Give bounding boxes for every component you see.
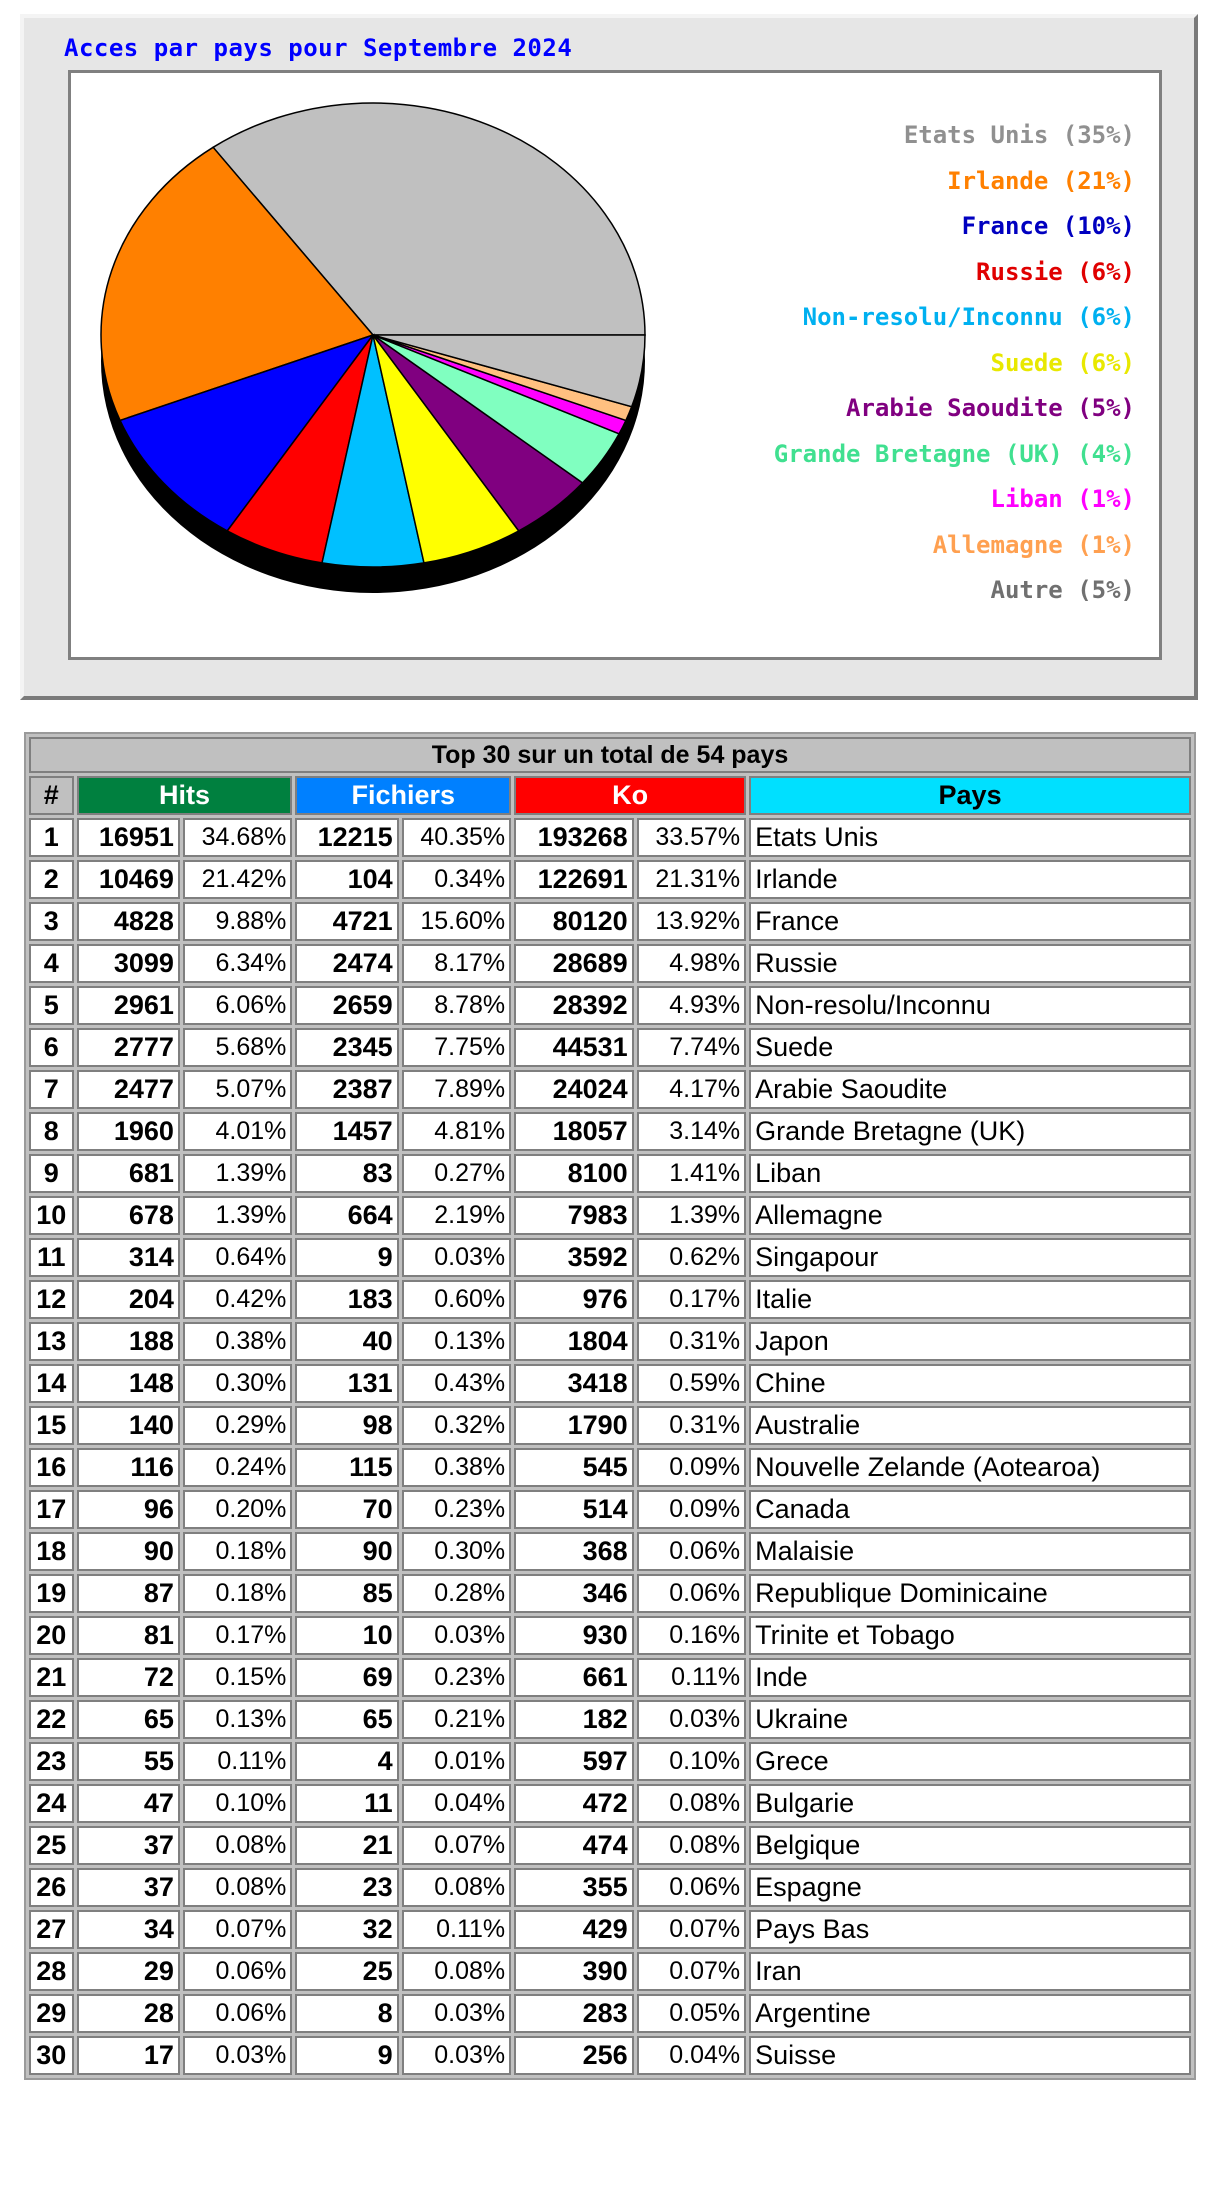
- cell-ko: 474: [514, 1826, 634, 1865]
- cell-hits-pct: 0.06%: [183, 1952, 292, 1991]
- cell-files: 85: [295, 1574, 398, 1613]
- cell-country: Italie: [749, 1280, 1191, 1319]
- cell-ko: 1790: [514, 1406, 634, 1445]
- cell-files: 104: [295, 860, 398, 899]
- cell-hits-pct: 0.03%: [183, 2036, 292, 2075]
- cell-ko-pct: 0.17%: [637, 1280, 746, 1319]
- cell-hits-pct: 0.30%: [183, 1364, 292, 1403]
- table-row: [29, 1406, 1191, 1445]
- cell-files: 65: [295, 1700, 398, 1739]
- cell-country: Espagne: [749, 1868, 1191, 1907]
- cell-files: 83: [295, 1154, 398, 1193]
- table-row: [29, 1742, 1191, 1781]
- table-row: [29, 1616, 1191, 1655]
- cell-country: Nouvelle Zelande (Aotearoa): [749, 1448, 1191, 1487]
- cell-files-pct: 8.78%: [402, 986, 511, 1025]
- table-row: [29, 1448, 1191, 1487]
- cell-country: Irlande: [749, 860, 1191, 899]
- cell-country: Trinite et Tobago: [749, 1616, 1191, 1655]
- cell-hits: 72: [77, 1658, 180, 1697]
- cell-ko: 545: [514, 1448, 634, 1487]
- cell-ko: 429: [514, 1910, 634, 1949]
- chart-area: [68, 70, 1162, 660]
- cell-files-pct: 0.28%: [402, 1574, 511, 1613]
- legend-item-5: Suede (6%): [990, 348, 1135, 377]
- cell-hits: 96: [77, 1490, 180, 1529]
- cell-hits: 16951: [77, 818, 180, 857]
- table-body: [29, 818, 1191, 2075]
- cell-files-pct: 0.60%: [402, 1280, 511, 1319]
- cell-rank: 10: [29, 1196, 74, 1235]
- cell-ko: 8100: [514, 1154, 634, 1193]
- header-files: Fichiers: [295, 776, 511, 815]
- cell-rank: 3: [29, 902, 74, 941]
- country-stats-table: [24, 732, 1196, 2080]
- cell-files: 25: [295, 1952, 398, 1991]
- cell-files-pct: 0.03%: [402, 1616, 511, 1655]
- cell-rank: 21: [29, 1658, 74, 1697]
- cell-files: 21: [295, 1826, 398, 1865]
- cell-ko-pct: 0.10%: [637, 1742, 746, 1781]
- cell-ko-pct: 13.92%: [637, 902, 746, 941]
- cell-files: 1457: [295, 1112, 398, 1151]
- table-row: [29, 1868, 1191, 1907]
- cell-files-pct: 0.01%: [402, 1742, 511, 1781]
- legend-item-4: Non-resolu/Inconnu (6%): [802, 303, 1135, 331]
- cell-rank: 16: [29, 1448, 74, 1487]
- cell-files: 90: [295, 1532, 398, 1571]
- cell-files: 8: [295, 1994, 398, 2033]
- cell-rank: 24: [29, 1784, 74, 1823]
- cell-country: Arabie Saoudite: [749, 1070, 1191, 1109]
- cell-ko-pct: 0.07%: [637, 1910, 746, 1949]
- cell-hits: 140: [77, 1406, 180, 1445]
- cell-files: 664: [295, 1196, 398, 1235]
- table-row: [29, 944, 1191, 983]
- cell-ko: 930: [514, 1616, 634, 1655]
- cell-ko: 3592: [514, 1238, 634, 1277]
- cell-rank: 12: [29, 1280, 74, 1319]
- cell-files: 23: [295, 1868, 398, 1907]
- legend-item-3: Russie (6%): [976, 257, 1135, 286]
- table-row: [29, 1154, 1191, 1193]
- cell-files-pct: 0.23%: [402, 1658, 511, 1697]
- cell-ko: 182: [514, 1700, 634, 1739]
- cell-ko: 28392: [514, 986, 634, 1025]
- cell-files: 10: [295, 1616, 398, 1655]
- cell-ko-pct: 0.31%: [637, 1322, 746, 1361]
- cell-hits: 87: [77, 1574, 180, 1613]
- chart-title: Acces par pays pour Septembre 2024: [64, 34, 573, 62]
- cell-hits-pct: 21.42%: [183, 860, 292, 899]
- legend-item-8: Liban (1%): [990, 485, 1135, 513]
- table-row: [29, 2036, 1191, 2075]
- cell-hits-pct: 0.17%: [183, 1616, 292, 1655]
- cell-files-pct: 8.17%: [402, 944, 511, 983]
- cell-ko-pct: 0.06%: [637, 1532, 746, 1571]
- cell-ko: 661: [514, 1658, 634, 1697]
- cell-rank: 25: [29, 1826, 74, 1865]
- cell-ko-pct: 0.04%: [637, 2036, 746, 2075]
- cell-country: Ukraine: [749, 1700, 1191, 1739]
- cell-hits: 3099: [77, 944, 180, 983]
- cell-hits: 2477: [77, 1070, 180, 1109]
- cell-ko-pct: 0.16%: [637, 1616, 746, 1655]
- cell-hits-pct: 9.88%: [183, 902, 292, 941]
- cell-country: Singapour: [749, 1238, 1191, 1277]
- header-rank: #: [29, 776, 74, 815]
- table-row: [29, 1994, 1191, 2033]
- cell-ko-pct: 0.07%: [637, 1952, 746, 1991]
- cell-rank: 13: [29, 1322, 74, 1361]
- table-row: [29, 1364, 1191, 1403]
- cell-hits: 37: [77, 1826, 180, 1865]
- cell-ko-pct: 7.74%: [637, 1028, 746, 1067]
- header-hits: Hits: [77, 776, 293, 815]
- cell-ko-pct: 4.93%: [637, 986, 746, 1025]
- cell-country: Iran: [749, 1952, 1191, 1991]
- cell-hits: 678: [77, 1196, 180, 1235]
- legend-item-9: Allemagne (1%): [932, 530, 1135, 559]
- cell-ko-pct: 0.08%: [637, 1784, 746, 1823]
- cell-files: 115: [295, 1448, 398, 1487]
- cell-rank: 2: [29, 860, 74, 899]
- cell-ko-pct: 0.06%: [637, 1868, 746, 1907]
- cell-country: Chine: [749, 1364, 1191, 1403]
- cell-ko: 122691: [514, 860, 634, 899]
- cell-files: 2659: [295, 986, 398, 1025]
- cell-ko-pct: 0.09%: [637, 1448, 746, 1487]
- cell-hits-pct: 6.34%: [183, 944, 292, 983]
- cell-ko: 346: [514, 1574, 634, 1613]
- table-row: [29, 860, 1191, 899]
- cell-files: 40: [295, 1322, 398, 1361]
- table-row: [29, 1112, 1191, 1151]
- cell-ko-pct: 21.31%: [637, 860, 746, 899]
- cell-rank: 27: [29, 1910, 74, 1949]
- cell-hits: 116: [77, 1448, 180, 1487]
- cell-hits: 148: [77, 1364, 180, 1403]
- table-row: [29, 1658, 1191, 1697]
- cell-rank: 7: [29, 1070, 74, 1109]
- cell-hits-pct: 0.07%: [183, 1910, 292, 1949]
- table-row: [29, 1238, 1191, 1277]
- legend-item-7: Grande Bretagne (UK) (4%): [773, 439, 1135, 468]
- table-row: [29, 818, 1191, 857]
- cell-rank: 11: [29, 1238, 74, 1277]
- legend-item-1: Irlande (21%): [947, 166, 1135, 195]
- cell-files-pct: 15.60%: [402, 902, 511, 941]
- cell-country: Suisse: [749, 2036, 1191, 2075]
- cell-hits-pct: 0.06%: [183, 1994, 292, 2033]
- cell-files-pct: 40.35%: [402, 818, 511, 857]
- cell-ko-pct: 33.57%: [637, 818, 746, 857]
- cell-country: Inde: [749, 1658, 1191, 1697]
- cell-hits: 34: [77, 1910, 180, 1949]
- cell-files: 12215: [295, 818, 398, 857]
- cell-country: Bulgarie: [749, 1784, 1191, 1823]
- cell-files-pct: 0.03%: [402, 2036, 511, 2075]
- cell-files-pct: 0.07%: [402, 1826, 511, 1865]
- cell-country: Grande Bretagne (UK): [749, 1112, 1191, 1151]
- cell-rank: 26: [29, 1868, 74, 1907]
- cell-ko-pct: 4.98%: [637, 944, 746, 983]
- cell-rank: 14: [29, 1364, 74, 1403]
- cell-country: Argentine: [749, 1994, 1191, 2033]
- cell-hits-pct: 0.24%: [183, 1448, 292, 1487]
- table-row: [29, 1700, 1191, 1739]
- cell-files: 4: [295, 1742, 398, 1781]
- cell-hits: 4828: [77, 902, 180, 941]
- cell-rank: 8: [29, 1112, 74, 1151]
- cell-rank: 15: [29, 1406, 74, 1445]
- cell-ko: 514: [514, 1490, 634, 1529]
- cell-files: 2345: [295, 1028, 398, 1067]
- cell-country: Grece: [749, 1742, 1191, 1781]
- cell-ko: 7983: [514, 1196, 634, 1235]
- cell-country: Republique Dominicaine: [749, 1574, 1191, 1613]
- cell-files-pct: 0.03%: [402, 1238, 511, 1277]
- table-row: [29, 1952, 1191, 1991]
- table-row: [29, 1784, 1191, 1823]
- cell-hits: 90: [77, 1532, 180, 1571]
- cell-hits: 81: [77, 1616, 180, 1655]
- cell-country: Liban: [749, 1154, 1191, 1193]
- cell-rank: 17: [29, 1490, 74, 1529]
- cell-ko: 44531: [514, 1028, 634, 1067]
- cell-country: Pays Bas: [749, 1910, 1191, 1949]
- legend-item-10: Autre (5%): [990, 576, 1135, 604]
- cell-files-pct: 0.04%: [402, 1784, 511, 1823]
- table-row: [29, 1574, 1191, 1613]
- cell-hits-pct: 5.07%: [183, 1070, 292, 1109]
- cell-ko: 355: [514, 1868, 634, 1907]
- cell-files: 70: [295, 1490, 398, 1529]
- table-row: [29, 1490, 1191, 1529]
- table-row: [29, 1826, 1191, 1865]
- cell-rank: 20: [29, 1616, 74, 1655]
- legend-item-6: Arabie Saoudite (5%): [846, 394, 1135, 422]
- cell-files: 69: [295, 1658, 398, 1697]
- table-row: [29, 1280, 1191, 1319]
- cell-rank: 29: [29, 1994, 74, 2033]
- cell-files-pct: 0.03%: [402, 1994, 511, 2033]
- cell-hits-pct: 4.01%: [183, 1112, 292, 1151]
- cell-ko: 3418: [514, 1364, 634, 1403]
- cell-hits-pct: 0.64%: [183, 1238, 292, 1277]
- cell-files: 9: [295, 2036, 398, 2075]
- cell-hits: 29: [77, 1952, 180, 1991]
- cell-ko-pct: 0.05%: [637, 1994, 746, 2033]
- table-row: [29, 1196, 1191, 1235]
- cell-files: 32: [295, 1910, 398, 1949]
- cell-country: Australie: [749, 1406, 1191, 1445]
- cell-rank: 1: [29, 818, 74, 857]
- cell-ko: 1804: [514, 1322, 634, 1361]
- cell-hits-pct: 0.15%: [183, 1658, 292, 1697]
- cell-ko: 24024: [514, 1070, 634, 1109]
- cell-files-pct: 0.21%: [402, 1700, 511, 1739]
- cell-files: 2387: [295, 1070, 398, 1109]
- cell-hits-pct: 1.39%: [183, 1154, 292, 1193]
- cell-hits: 204: [77, 1280, 180, 1319]
- cell-ko: 283: [514, 1994, 634, 2033]
- cell-hits-pct: 0.29%: [183, 1406, 292, 1445]
- cell-hits: 314: [77, 1238, 180, 1277]
- cell-hits: 47: [77, 1784, 180, 1823]
- cell-hits: 28: [77, 1994, 180, 2033]
- cell-hits-pct: 0.18%: [183, 1574, 292, 1613]
- cell-hits: 55: [77, 1742, 180, 1781]
- cell-ko-pct: 3.14%: [637, 1112, 746, 1151]
- header-ko: Ko: [514, 776, 746, 815]
- cell-rank: 5: [29, 986, 74, 1025]
- cell-hits-pct: 0.20%: [183, 1490, 292, 1529]
- cell-ko: 472: [514, 1784, 634, 1823]
- cell-rank: 9: [29, 1154, 74, 1193]
- cell-hits-pct: 5.68%: [183, 1028, 292, 1067]
- cell-ko-pct: 0.03%: [637, 1700, 746, 1739]
- cell-files-pct: 0.08%: [402, 1868, 511, 1907]
- table-row: [29, 902, 1191, 941]
- cell-ko-pct: 0.59%: [637, 1364, 746, 1403]
- table-row: [29, 1322, 1191, 1361]
- cell-ko-pct: 1.39%: [637, 1196, 746, 1235]
- cell-country: Suede: [749, 1028, 1191, 1067]
- cell-files: 183: [295, 1280, 398, 1319]
- cell-hits: 2961: [77, 986, 180, 1025]
- cell-ko-pct: 0.08%: [637, 1826, 746, 1865]
- cell-rank: 6: [29, 1028, 74, 1067]
- cell-files-pct: 7.75%: [402, 1028, 511, 1067]
- cell-ko: 976: [514, 1280, 634, 1319]
- cell-country: Canada: [749, 1490, 1191, 1529]
- cell-ko-pct: 0.31%: [637, 1406, 746, 1445]
- cell-files: 131: [295, 1364, 398, 1403]
- cell-ko-pct: 0.06%: [637, 1574, 746, 1613]
- cell-hits-pct: 0.10%: [183, 1784, 292, 1823]
- cell-hits-pct: 0.38%: [183, 1322, 292, 1361]
- cell-files-pct: 0.38%: [402, 1448, 511, 1487]
- cell-ko: 597: [514, 1742, 634, 1781]
- cell-country: Malaisie: [749, 1532, 1191, 1571]
- cell-hits-pct: 0.42%: [183, 1280, 292, 1319]
- cell-rank: 30: [29, 2036, 74, 2075]
- cell-files-pct: 0.23%: [402, 1490, 511, 1529]
- cell-ko-pct: 1.41%: [637, 1154, 746, 1193]
- cell-hits-pct: 0.08%: [183, 1826, 292, 1865]
- cell-ko-pct: 0.11%: [637, 1658, 746, 1697]
- cell-hits: 10469: [77, 860, 180, 899]
- cell-country: Etats Unis: [749, 818, 1191, 857]
- cell-ko-pct: 0.62%: [637, 1238, 746, 1277]
- cell-hits-pct: 1.39%: [183, 1196, 292, 1235]
- cell-hits: 65: [77, 1700, 180, 1739]
- table-row: [29, 1910, 1191, 1949]
- cell-rank: 19: [29, 1574, 74, 1613]
- cell-ko: 80120: [514, 902, 634, 941]
- cell-hits: 2777: [77, 1028, 180, 1067]
- cell-ko-pct: 0.09%: [637, 1490, 746, 1529]
- cell-hits: 681: [77, 1154, 180, 1193]
- cell-ko: 256: [514, 2036, 634, 2075]
- chart-panel: [20, 14, 1198, 700]
- cell-files: 11: [295, 1784, 398, 1823]
- cell-files: 98: [295, 1406, 398, 1445]
- cell-files-pct: 0.34%: [402, 860, 511, 899]
- cell-files-pct: 4.81%: [402, 1112, 511, 1151]
- cell-rank: 18: [29, 1532, 74, 1571]
- table-row: [29, 1070, 1191, 1109]
- cell-files-pct: 0.08%: [402, 1952, 511, 1991]
- cell-files-pct: 2.19%: [402, 1196, 511, 1235]
- cell-hits: 17: [77, 2036, 180, 2075]
- cell-files-pct: 0.27%: [402, 1154, 511, 1193]
- cell-rank: 4: [29, 944, 74, 983]
- cell-country: Non-resolu/Inconnu: [749, 986, 1191, 1025]
- legend-item-2: France (10%): [961, 212, 1135, 240]
- legend-item-0: Etats Unis (35%): [903, 121, 1135, 149]
- cell-files-pct: 0.43%: [402, 1364, 511, 1403]
- cell-rank: 22: [29, 1700, 74, 1739]
- cell-ko: 390: [514, 1952, 634, 1991]
- cell-ko: 193268: [514, 818, 634, 857]
- cell-country: Belgique: [749, 1826, 1191, 1865]
- cell-ko: 18057: [514, 1112, 634, 1151]
- cell-rank: 28: [29, 1952, 74, 1991]
- cell-country: Japon: [749, 1322, 1191, 1361]
- cell-country: Allemagne: [749, 1196, 1191, 1235]
- table-row: [29, 1028, 1191, 1067]
- cell-rank: 23: [29, 1742, 74, 1781]
- table-caption: Top 30 sur un total de 54 pays: [29, 737, 1191, 773]
- cell-hits: 188: [77, 1322, 180, 1361]
- cell-hits-pct: 0.18%: [183, 1532, 292, 1571]
- cell-country: Russie: [749, 944, 1191, 983]
- cell-files-pct: 0.13%: [402, 1322, 511, 1361]
- cell-country: France: [749, 902, 1191, 941]
- cell-hits: 37: [77, 1868, 180, 1907]
- cell-hits: 1960: [77, 1112, 180, 1151]
- cell-hits-pct: 0.13%: [183, 1700, 292, 1739]
- cell-files: 2474: [295, 944, 398, 983]
- cell-hits-pct: 0.11%: [183, 1742, 292, 1781]
- cell-files: 9: [295, 1238, 398, 1277]
- table-row: [29, 1532, 1191, 1571]
- cell-hits-pct: 6.06%: [183, 986, 292, 1025]
- cell-files: 4721: [295, 902, 398, 941]
- cell-files-pct: 7.89%: [402, 1070, 511, 1109]
- cell-hits-pct: 34.68%: [183, 818, 292, 857]
- cell-files-pct: 0.32%: [402, 1406, 511, 1445]
- cell-files-pct: 0.30%: [402, 1532, 511, 1571]
- cell-ko-pct: 4.17%: [637, 1070, 746, 1109]
- table-row: [29, 986, 1191, 1025]
- cell-files-pct: 0.11%: [402, 1910, 511, 1949]
- header-country: Pays: [749, 776, 1191, 815]
- cell-ko: 368: [514, 1532, 634, 1571]
- cell-hits-pct: 0.08%: [183, 1868, 292, 1907]
- cell-ko: 28689: [514, 944, 634, 983]
